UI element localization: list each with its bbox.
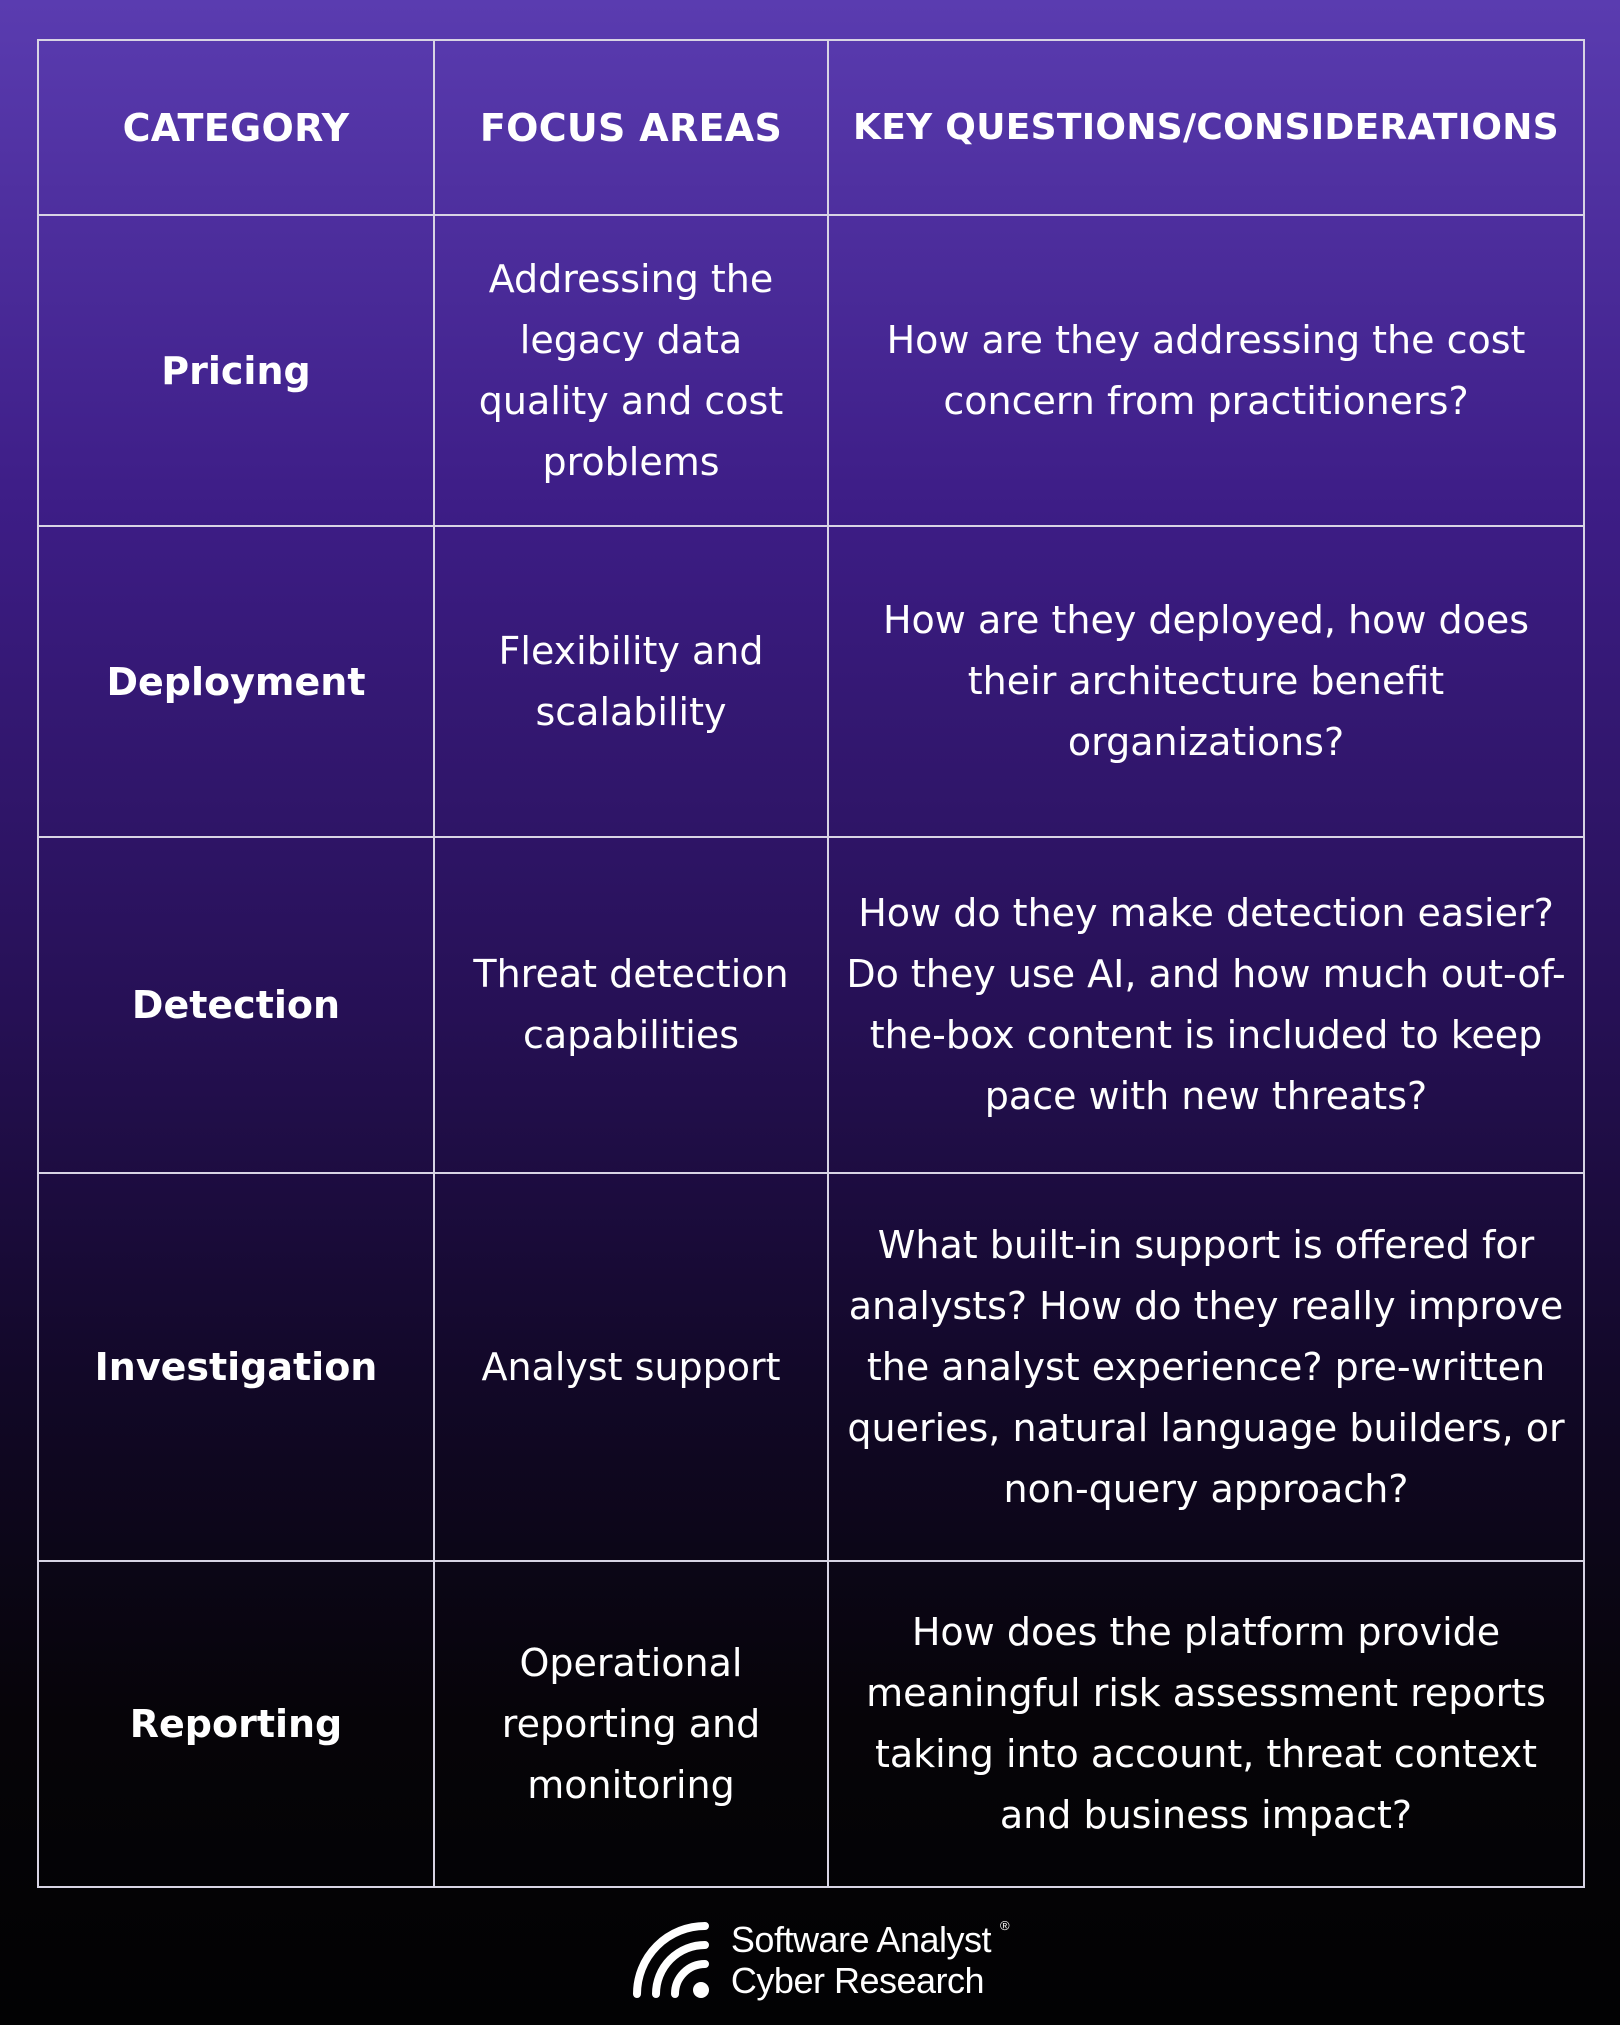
table-row <box>38 215 1584 526</box>
category-cell: Pricing <box>38 215 434 526</box>
category-cell: Reporting <box>38 1561 434 1887</box>
focus-area-cell: Threat detection capabilities <box>434 837 828 1173</box>
table-header-row <box>38 40 1584 215</box>
table-row <box>38 837 1584 1173</box>
table-row <box>38 1561 1584 1887</box>
focus-area-cell: Flexibility and scalability <box>434 526 828 837</box>
key-questions-cell: How does the platform provide meaningful risk assessment reports taking into account, threat context and business impact? <box>828 1561 1584 1887</box>
brand-footer <box>0 1915 1620 2005</box>
wifi-signal-icon <box>629 1918 721 2002</box>
comparison-table-container <box>37 39 1583 1888</box>
registered-mark: ® <box>999 1918 1010 1933</box>
key-questions-cell: What built-in support is offered for analysts? How do they really improve the analyst experience? pre-written queries, natural language builders, or non-query approach? <box>828 1173 1584 1561</box>
focus-area-cell: Addressing the legacy data quality and cost problems <box>434 215 828 526</box>
brand-name-line-1: Software Analyst <box>730 1919 992 1960</box>
brand-line-1 <box>730 1918 1010 1960</box>
brand-name <box>730 1918 1010 2001</box>
table-row <box>38 1173 1584 1561</box>
focus-area-cell: Analyst support <box>434 1173 828 1561</box>
category-cell: Investigation <box>38 1173 434 1561</box>
key-questions-cell: How are they addressing the cost concern from practitioners? <box>828 215 1584 526</box>
header-focus-areas: FOCUS AREAS <box>434 40 828 215</box>
comparison-table <box>37 39 1585 1888</box>
key-questions-cell: How are they deployed, how does their architecture benefit organizations? <box>828 526 1584 837</box>
key-questions-cell: How do they make detection easier? Do they use AI, and how much out-of-the-box content is included to keep pace with new threats? <box>828 837 1584 1173</box>
brand-logo <box>629 1918 1010 2002</box>
header-category: CATEGORY <box>38 40 434 215</box>
header-key-questions: KEY QUESTIONS/CONSIDERATIONS <box>828 40 1584 215</box>
category-cell: Deployment <box>38 526 434 837</box>
focus-area-cell: Operational reporting and monitoring <box>434 1561 828 1887</box>
category-cell: Detection <box>38 837 434 1173</box>
brand-name-line-2: Cyber Research <box>730 1960 985 2001</box>
table-row <box>38 526 1584 837</box>
